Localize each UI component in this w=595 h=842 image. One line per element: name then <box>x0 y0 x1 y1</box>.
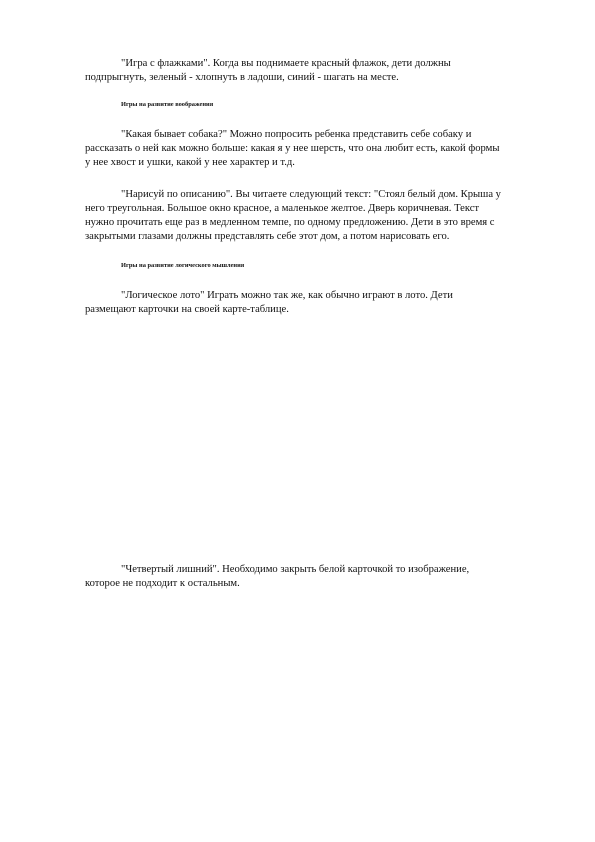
text-line: "Какая бывает собака?" Можно попросить ребенка представить себе собаку и <box>121 129 472 140</box>
text-line: рассказать о ней как можно больше: какая я у нее шерсть, что она любит есть, какой формы <box>85 143 500 154</box>
section-heading-imagination: Игры на развитие воображения <box>121 101 214 108</box>
paragraph-odd-one-out <box>85 563 531 591</box>
text-line: у нее хвост и ушки, какой у нее характер и т.д. <box>85 157 295 168</box>
text-line: "Нарисуй по описанию". Вы читаете следующий текст: "Стоял белый дом. Крыша у <box>121 189 501 200</box>
text-line: нужно прочитать еще раз в медленном темпе, по одному предложению. Дети в это время с <box>85 217 495 228</box>
paragraph-dog-game <box>85 128 531 170</box>
text-line: "Четвертый лишний". Необходимо закрыть белой карточкой то изображение, <box>121 564 470 575</box>
text-line: размещают карточки на своей карте-таблице. <box>85 304 289 315</box>
text-line: него треугольная. Большое окно красное, а маленькое желтое. Дверь коричневая. Текст <box>85 203 480 214</box>
paragraph-logic-lotto <box>85 289 531 317</box>
paragraph-draw-by-description <box>85 188 531 244</box>
text-line: "Игра с флажками". Когда вы поднимаете красный флажок, дети должны <box>121 58 451 69</box>
text-line: закрытыми глазами должны представлять себе этот дом, а потом нарисовать его. <box>85 231 450 242</box>
text-line: "Логическое лото" Играть можно так же, как обычно играют в лото. Дети <box>121 290 453 301</box>
text-line: подпрыгнуть, зеленый - хлопнуть в ладоши, синий - шагать на месте. <box>85 72 399 83</box>
section-heading-logic: Игры на развитие логического мышления <box>121 262 245 269</box>
text-line: которое не подходит к остальным. <box>85 578 240 589</box>
paragraph-flags-game <box>85 57 531 85</box>
